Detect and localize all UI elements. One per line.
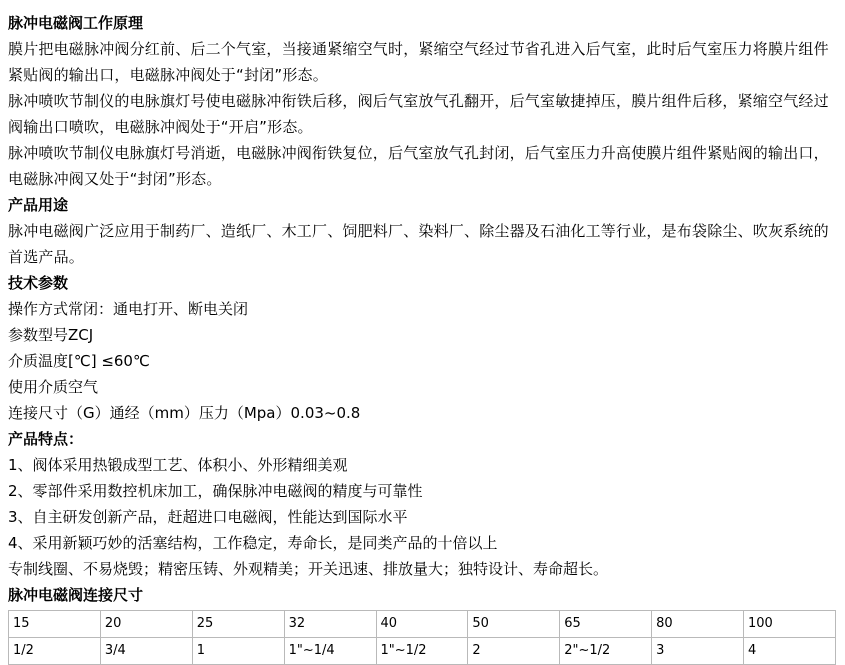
table-cell: 50 [468,611,560,638]
table-cell: 1"~1/2 [376,638,468,665]
usage-paragraph: 脉冲电磁阀广泛应用于制药厂、造纸厂、木工厂、饲肥料厂、染料厂、除尘器及石油化工等行业，是布袋除尘、吹灰系统的首选产品。 [8,222,829,266]
feature-line-5: 专制线圈、不易烧毁；精密压铸、外观精美；开关迅速、排放量大；独特设计、寿命超长。 [8,560,609,578]
spec-line-temperature: 介质温度[℃] ≤60℃ [8,352,150,370]
spec-line-medium: 使用介质空气 [8,378,99,396]
table-cell: 15 [9,611,101,638]
feature-line-1: 1、阀体采用热锻成型工艺、体积小、外形精细美观 [8,456,348,474]
table-cell: 1 [192,638,284,665]
table-cell: 100 [744,611,836,638]
table-cell: 2 [468,638,560,665]
principle-paragraph-2: 脉冲喷吹节制仪的电脉旗灯号使电磁脉冲衔铁后移，阀后气室放气孔翻开，后气室敏捷掉压，膜片组件后移，紧缩空气经过阀输出口喷吹，电磁脉冲阀处于“开启”形态。 [8,92,829,136]
table-cell: 65 [560,611,652,638]
page-title: 脉冲电磁阀工作原理 [8,14,144,32]
spec-line-model: 参数型号ZCJ [8,326,94,344]
features-heading: 产品特点： [8,430,84,448]
table-cell: 3/4 [100,638,192,665]
table-cell: 2"~1/2 [560,638,652,665]
table-cell: 25 [192,611,284,638]
feature-line-4: 4、采用新颖巧妙的活塞结构，工作稳定，寿命长，是同类产品的十倍以上 [8,534,498,552]
table-cell: 3 [652,638,744,665]
principle-paragraph-3: 脉冲喷吹节制仪电脉旗灯号消逝，电磁脉冲阀衔铁复位，后气室放气孔封闭，后气室压力升高使膜片组件紧贴阀的输出口，电磁脉冲阀又处于“封闭”形态。 [8,144,829,188]
table-cell: 4 [744,638,836,665]
spec-line-operation: 操作方式常闭：通电打开、断电关闭 [8,300,249,318]
table-cell: 1/2 [9,638,101,665]
usage-heading: 产品用途 [8,196,69,214]
table-row [9,611,836,638]
table-row [9,638,836,665]
table-title: 脉冲电磁阀连接尺寸 [8,586,144,604]
table-cell: 40 [376,611,468,638]
feature-line-3: 3、自主研发创新产品，赶超进口电磁阀，性能达到国际水平 [8,508,408,526]
principle-paragraph-1: 膜片把电磁脉冲阀分红前、后二个气室，当接通紧缩空气时，紧缩空气经过节省孔进入后气室，此时后气室压力将膜片组件紧贴阀的输出口，电磁脉冲阀处于“封闭”形态。 [8,40,829,84]
table-cell: 80 [652,611,744,638]
connection-size-table [8,610,836,665]
spec-line-connection: 连接尺寸（G）通经（mm）压力（Mpa）0.03~0.8 [8,404,361,422]
table-cell: 1"~1/4 [284,638,376,665]
feature-line-2: 2、零部件采用数控机床加工，确保脉冲电磁阀的精度与可靠性 [8,482,423,500]
table-cell: 32 [284,611,376,638]
table-cell: 20 [100,611,192,638]
specs-heading: 技术参数 [8,274,69,292]
